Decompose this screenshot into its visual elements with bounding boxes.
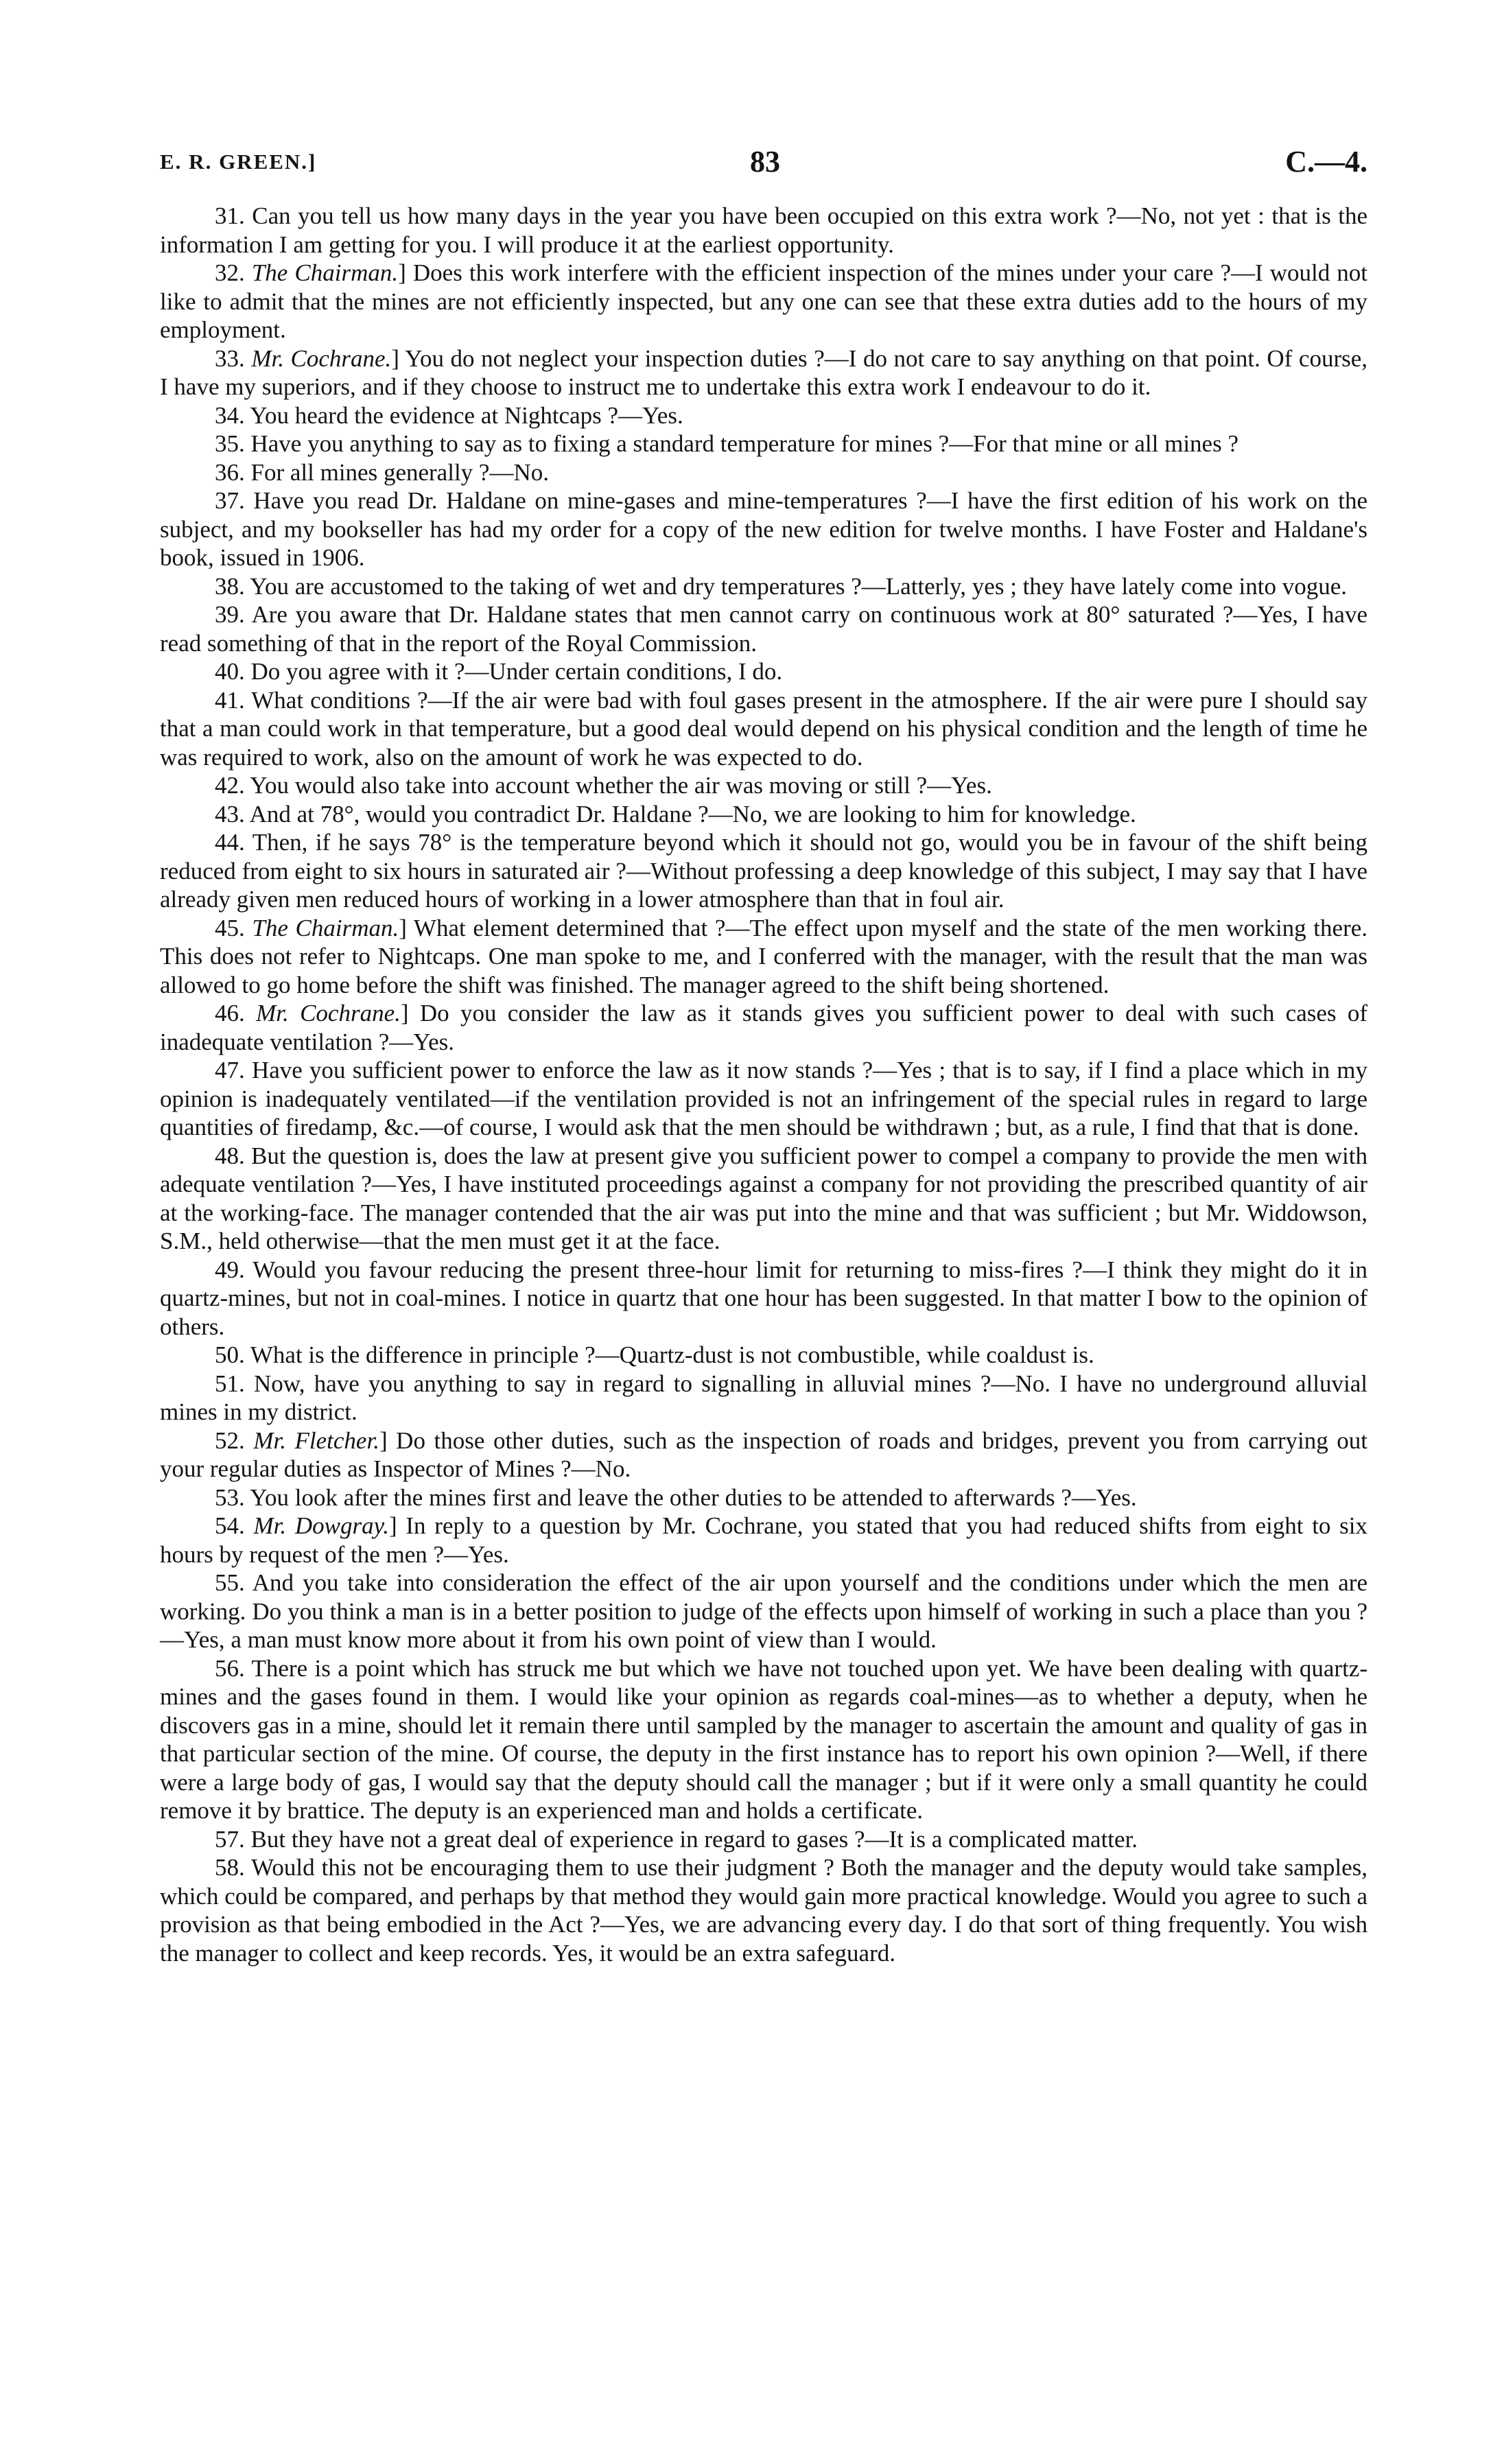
question-answer-text: What is the difference in principle ?—Quartz-dust is not combustible, while coaldust is. bbox=[250, 1341, 1094, 1368]
question-paragraph bbox=[160, 486, 1367, 572]
question-number: 53. bbox=[215, 1483, 245, 1511]
question-number: 46. bbox=[215, 1000, 245, 1026]
question-number: 37. bbox=[215, 487, 245, 514]
question-paragraph: 54. Mr. Dowgray.] In reply to a question by Mr. Cochrane, you stated that you had reduced shifts from eight to six hours by request of the men ?—Yes. bbox=[160, 1512, 1368, 1568]
question-answer-text: Have you sufficient power to enforce the law as it now stands ?—Yes ; that is to say, if I find a place which in my opinion is inadequately ventilated—if the ventilation provided is not an infringement of the special rules in regard to large quantities of firedamp, &c.—of course, I would ask that the men should be withdrawn ; but, as a rule, I find that that is done. bbox=[160, 1057, 1368, 1140]
question-answer-text: Now, have you anything to say in regard to signalling in alluvial mines ?—No. I have no underground alluvial mines in my district. bbox=[160, 1370, 1367, 1425]
speaker-name: Mr. Fletcher. bbox=[253, 1427, 379, 1454]
question-answer-text: You heard the evidence at Nightcaps ?—Yes. bbox=[250, 401, 683, 429]
question-answer-text: For all mines generally ?—No. bbox=[250, 458, 549, 486]
page-number: 83 bbox=[750, 145, 780, 178]
question-paragraph: 33. Mr. Cochrane.] You do not neglect your inspection duties ?—I do not care to say anything on that point. Of course, I have my superiors, and if they choose to instruct me to undertake this extra work I endeavour to do it. bbox=[160, 344, 1368, 400]
speaker-name: Mr. Dowgray. bbox=[253, 1512, 389, 1539]
question-number: 31. bbox=[215, 202, 245, 229]
testimony-body bbox=[160, 202, 1367, 1967]
question-answer-text: In reply to a question by Mr. Cochrane, you stated that you had reduced shifts from eight to six hours by request of the men ?—Yes. bbox=[160, 1512, 1368, 1568]
question-number: 49. bbox=[215, 1256, 245, 1283]
speaker-name: Mr. Cochrane. bbox=[251, 344, 392, 372]
question-answer-text: Would you favour reducing the present three-hour limit for returning to miss-fires ?—I think they might do it in quartz-mines, but not in coal-mines. I notice in quartz that one hour has been suggested. In that matter I bow to the opinion of others. bbox=[160, 1256, 1368, 1340]
question-paragraph bbox=[160, 657, 1367, 686]
question-number: 58. bbox=[215, 1854, 245, 1881]
question-paragraph bbox=[160, 401, 1367, 430]
question-number: 52. bbox=[215, 1427, 245, 1454]
question-number: 44. bbox=[215, 829, 245, 856]
question-number: 50. bbox=[215, 1341, 245, 1368]
question-number: 38. bbox=[215, 572, 245, 600]
question-paragraph bbox=[160, 1142, 1367, 1256]
question-paragraph: 52. Mr. Fletcher.] Do those other duties, such as the inspection of roads and bridges, prevent you from carrying out your regular duties as Inspector of Mines ?—No. bbox=[160, 1427, 1368, 1482]
question-answer-text: But the question is, does the law at present give you sufficient power to compel a company to provide the men with adequate ventilation ?—Yes, I have instituted proceedings against a company for not providing the prescribed quantity of air at the working-face. The manager contended that the air was put into the mine and that was sufficient ; but Mr. Widdowson, S.M., held otherwise—that the men must get it at the face. bbox=[160, 1142, 1367, 1254]
question-number: 48. bbox=[215, 1142, 245, 1169]
question-paragraph bbox=[160, 1370, 1367, 1427]
question-paragraph bbox=[160, 1654, 1367, 1825]
speaker-name: The Chairman. bbox=[251, 259, 399, 286]
question-number: 36. bbox=[215, 458, 245, 486]
question-answer-text: Do you agree with it ?—Under certain conditions, I do. bbox=[250, 658, 783, 685]
question-paragraph bbox=[160, 1483, 1367, 1512]
question-paragraph bbox=[160, 771, 1367, 800]
question-number: 39. bbox=[215, 601, 245, 628]
question-paragraph bbox=[160, 202, 1367, 259]
question-paragraph bbox=[160, 800, 1367, 829]
question-number: 57. bbox=[215, 1825, 245, 1853]
page-header bbox=[160, 144, 1367, 185]
question-number: 40. bbox=[215, 658, 245, 685]
question-number: 41. bbox=[215, 686, 245, 714]
question-paragraph bbox=[160, 686, 1367, 772]
speaker-name: Mr. Cochrane. bbox=[256, 1000, 401, 1026]
question-number: 54. bbox=[215, 1512, 245, 1539]
question-answer-text: And you take into consideration the effect of the air upon yourself and the conditions under which the men are working. Do you think a man is in a better position to judge of the effects upon himself of working in such a place than you ?—Yes, a man must know more about it from his own point of view than I would. bbox=[160, 1569, 1367, 1653]
question-answer-text: Would this not be encouraging them to use their judgment ? Both the manager and the deputy would take samples, which could be compared, and perhaps by that method they would gain more practical knowledge. Would you agree to such a provision as that being embodied in the Act ?—Yes, we are advancing every day. I do that sort of thing frequently. You wish the manager to collect and keep records. Yes, it would be an extra safeguard. bbox=[160, 1854, 1367, 1967]
question-answer-text: Then, if he says 78° is the temperature beyond which it should not go, would you be in favour of the shift being reduced from eight to six hours in saturated air ?—Without professing a deep knowledge of this subject, I may say that I have already given men reduced hours of working in a lower atmosphere than that in foul air. bbox=[160, 829, 1367, 913]
header-witness-name: E. R. GREEN.] bbox=[160, 150, 317, 174]
question-number: 42. bbox=[215, 772, 245, 799]
question-answer-text: There is a point which has struck me but which we have not touched upon yet. We have been dealing with quartz-mines and the gases found in them. I would like your opinion as regards coal-mines—as to whether a deputy, when he discovers gas in a mine, should let it remain there until sampled by the manager to ascertain the amount and quality of gas in that particular section of the mine. Of course, the deputy in the first instance has to report his own opinion ?—Well, if there were a large body of gas, I would say that the deputy should call the manager ; but if it were only a small quantity he could remove it by brattice. The deputy is an experienced man and holds a certificate. bbox=[160, 1654, 1367, 1824]
question-paragraph: 32. The Chairman.] Does this work interfere with the efficient inspection of the mines under your care ?—I would not like to admit that the mines are not efficiently inspected, but any one can see that these extra duties add to the hours of my employment. bbox=[160, 259, 1368, 343]
question-answer-text: Can you tell us how many days in the year you have been occupied on this extra work ?—No, not yet : that is the information I am getting for you. I will produce it at the earliest opportunity. bbox=[160, 202, 1367, 258]
question-answer-text: You are accustomed to the taking of wet and dry temperatures ?—Latterly, yes ; they have lately come into vogue. bbox=[250, 572, 1348, 600]
question-number: 34. bbox=[215, 401, 245, 429]
question-number: 33. bbox=[215, 344, 245, 372]
question-paragraph bbox=[160, 1853, 1367, 1967]
question-answer-text: You look after the mines first and leave the other duties to be attended to afterwards ?—Yes. bbox=[250, 1483, 1137, 1511]
question-paragraph bbox=[160, 600, 1367, 657]
question-number: 43. bbox=[215, 800, 245, 828]
question-answer-text: And at 78°, would you contradict Dr. Haldane ?—No, we are looking to him for knowledge. bbox=[249, 800, 1136, 828]
question-answer-text: What element determined that ?—The effect upon myself and the state of the men working there. This does not refer to Nightcaps. One man spoke to me, and I conferred with the manager, with the result that the man was allowed to go home before the shift was finished. The manager agreed to the shift being shortened. bbox=[160, 914, 1368, 998]
question-paragraph bbox=[160, 1569, 1367, 1654]
question-number: 56. bbox=[215, 1654, 245, 1682]
question-answer-text: But they have not a great deal of experience in regard to gases ?—It is a complicated matter. bbox=[250, 1825, 1138, 1853]
question-paragraph bbox=[160, 572, 1367, 601]
question-number: 47. bbox=[215, 1057, 245, 1083]
question-answer-text: Do those other duties, such as the inspection of roads and bridges, prevent you from carrying out your regular duties as Inspector of Mines ?—No. bbox=[160, 1427, 1368, 1482]
question-number: 35. bbox=[215, 430, 245, 457]
question-paragraph bbox=[160, 1825, 1367, 1854]
question-paragraph bbox=[160, 1256, 1367, 1341]
question-number: 32. bbox=[215, 259, 245, 286]
question-paragraph bbox=[160, 1341, 1367, 1370]
speaker-name: The Chairman. bbox=[252, 914, 399, 941]
question-paragraph bbox=[160, 458, 1367, 487]
question-paragraph bbox=[160, 430, 1367, 458]
question-number: 51. bbox=[215, 1370, 245, 1397]
question-answer-text: Does this work interfere with the efficient inspection of the mines under your care ?—I would not like to admit that the mines are not efficiently inspected, but any one can see that these extra duties add to the hours of my employment. bbox=[160, 259, 1368, 343]
question-paragraph: 45. The Chairman.] What element determined that ?—The effect upon myself and the state of the men working there. This does not refer to Nightcaps. One man spoke to me, and I conferred with the manager, with the result that the man was allowed to go home before the shift was finished. The manager agreed to the shift being shortened. bbox=[160, 914, 1368, 998]
question-answer-text: You would also take into account whether the air was moving or still ?—Yes. bbox=[250, 772, 992, 799]
document-reference: C.—4. bbox=[1285, 145, 1367, 178]
question-answer-text: What conditions ?—If the air were bad with foul gases present in the atmosphere. If the air were pure I should say that a man could work in that temperature, but a good deal would depend on his physical condition and the length of time he was required to work, also on the amount of work he was expected to do. bbox=[160, 686, 1367, 771]
question-answer-text: Do you consider the law as it stands gives you sufficient power to deal with such cases of inadequate ventilation ?—Yes. bbox=[160, 1000, 1368, 1055]
question-answer-text: Are you aware that Dr. Haldane states that men cannot carry on continuous work at 80° saturated ?—Yes, I have read something of that in the report of the Royal Commission. bbox=[160, 601, 1367, 657]
question-number: 45. bbox=[215, 914, 245, 941]
question-paragraph bbox=[160, 1056, 1367, 1142]
question-paragraph bbox=[160, 828, 1367, 914]
question-answer-text: Have you read Dr. Haldane on mine-gases and mine-temperatures ?—I have the first edition of his work on the subject, and my bookseller has had my order for a copy of the new edition for twelve months. I have Foster and Haldane's book, issued in 1906. bbox=[160, 487, 1367, 571]
question-paragraph: 46. Mr. Cochrane.] Do you consider the law as it stands gives you sufficient power to deal with such cases of inadequate ventilation ?—Yes. bbox=[160, 1000, 1368, 1055]
question-number: 55. bbox=[215, 1569, 245, 1596]
question-answer-text: You do not neglect your inspection duties ?—I do not care to say anything on that point. Of course, I have my superiors, and if they choose to instruct me to undertake this extra work I endeavour to do it. bbox=[160, 344, 1368, 400]
question-answer-text: Have you anything to say as to fixing a standard temperature for mines ?—For that mine or all mines ? bbox=[250, 430, 1238, 457]
